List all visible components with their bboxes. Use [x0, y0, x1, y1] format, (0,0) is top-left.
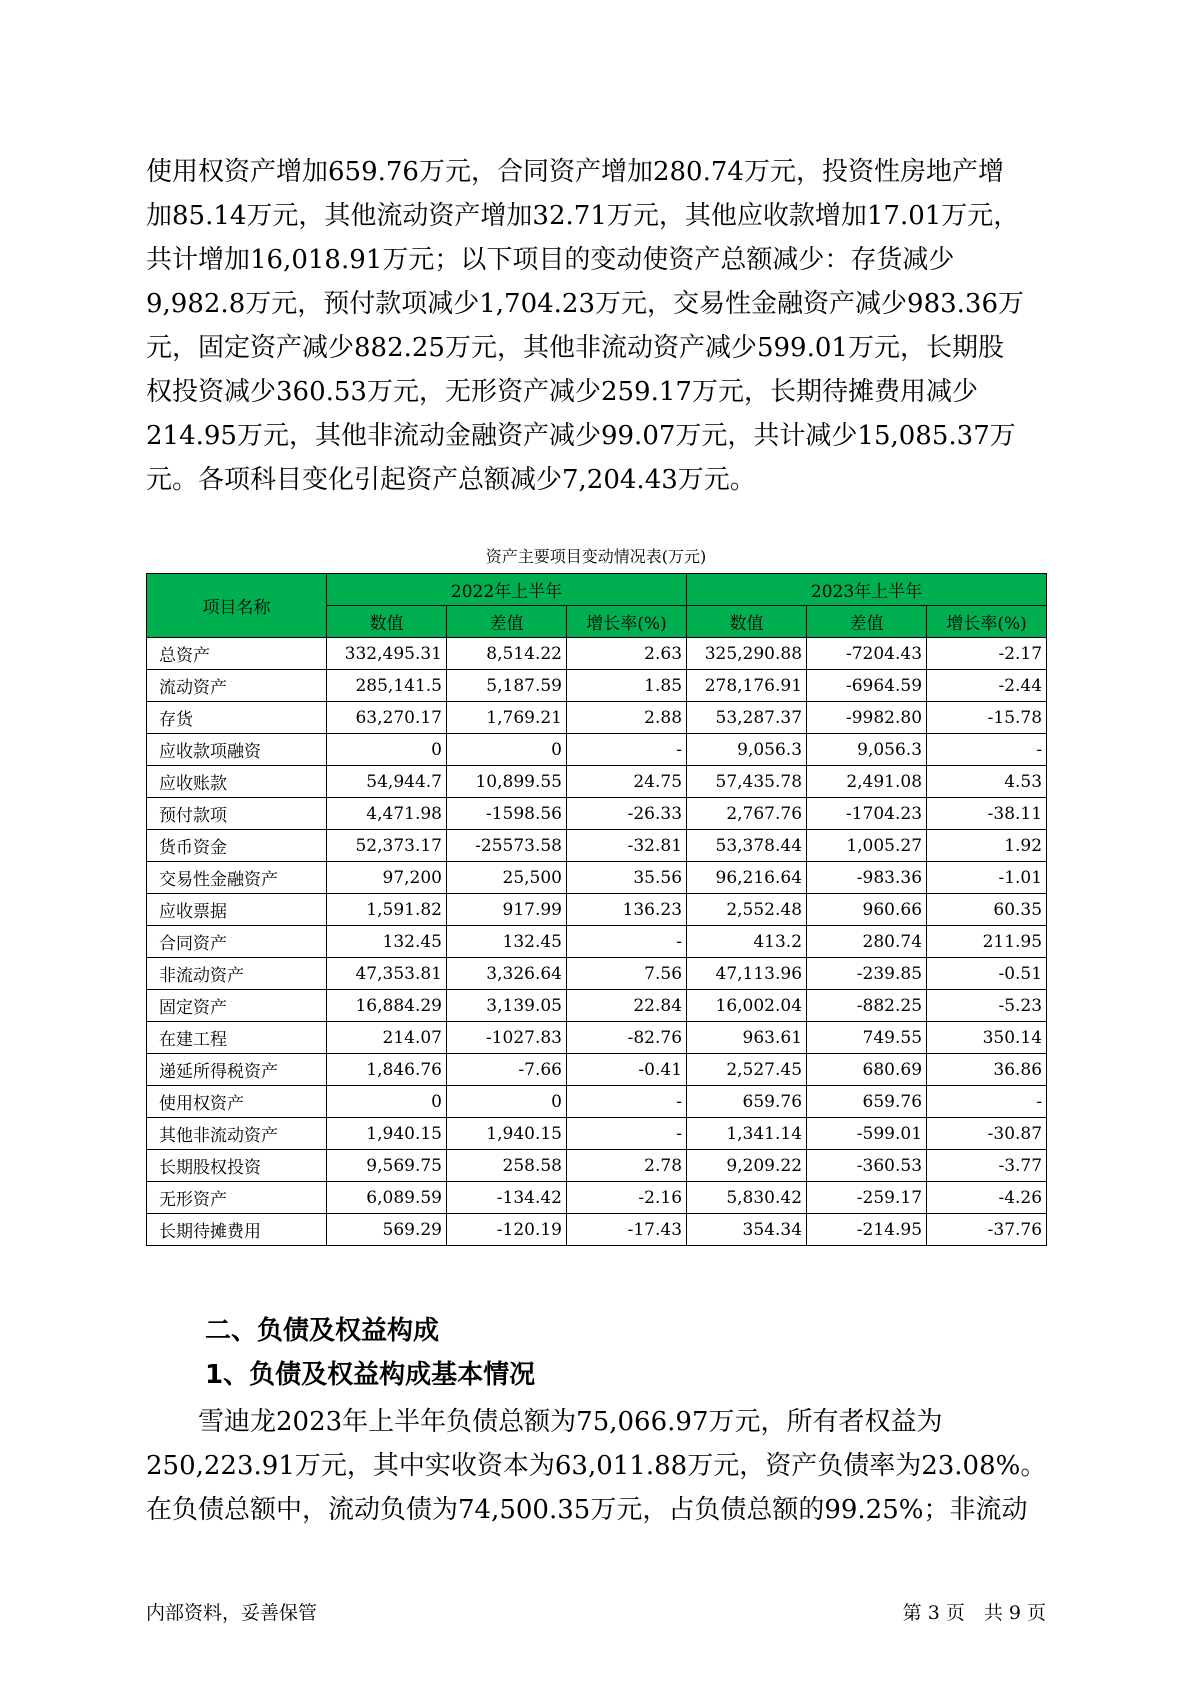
table-cell: -3.77 — [927, 1150, 1047, 1182]
table-cell: 5,830.42 — [687, 1182, 807, 1214]
table-cell: 0 — [327, 1086, 447, 1118]
table-cell: 53,378.44 — [687, 830, 807, 862]
table-cell: 16,002.04 — [687, 990, 807, 1022]
table-cell: 1,846.76 — [327, 1054, 447, 1086]
table-row — [147, 734, 1047, 766]
paragraph-line: 250,223.91万元，其中实收资本为63,011.88万元，资产负债率为23.08%。 — [146, 1451, 1047, 1481]
row-item-name: 总资产 — [147, 638, 327, 670]
table-row — [147, 1022, 1047, 1054]
table-cell: -0.51 — [927, 958, 1047, 990]
table-cell: 52,373.17 — [327, 830, 447, 862]
table-row — [147, 670, 1047, 702]
table-cell: -30.87 — [927, 1118, 1047, 1150]
table-cell: 960.66 — [807, 894, 927, 926]
table-cell: 60.35 — [927, 894, 1047, 926]
table-cell: 96,216.64 — [687, 862, 807, 894]
table-cell: -32.81 — [567, 830, 687, 862]
table-row — [147, 958, 1047, 990]
table-cell: 6,089.59 — [327, 1182, 447, 1214]
table-cell: 9,209.22 — [687, 1150, 807, 1182]
table-row — [147, 1150, 1047, 1182]
row-item-name: 预付款项 — [147, 798, 327, 830]
header-growth-rate: 增长率(%) — [927, 606, 1047, 638]
table-cell: -1027.83 — [447, 1022, 567, 1054]
paragraph-line: 雪迪龙2023年上半年负债总额为75,066.97万元，所有者权益为 — [146, 1407, 943, 1437]
table-cell: -1598.56 — [447, 798, 567, 830]
table-cell: -214.95 — [807, 1214, 927, 1246]
footer-confidential-note: 内部资料，妥善保管 — [146, 1602, 318, 1624]
table-cell: - — [567, 734, 687, 766]
paragraph-line: 元。各项科目变化引起资产总额减少7,204.43万元。 — [146, 465, 756, 495]
footer-page-number: 第 3 页 共 9 页 — [902, 1602, 1046, 1624]
paragraph-line: 元，固定资产减少882.25万元，其他非流动资产减少599.01万元，长期股 — [146, 333, 1004, 363]
row-item-name: 其他非流动资产 — [147, 1118, 327, 1150]
row-item-name: 应收款项融资 — [147, 734, 327, 766]
table-cell: -2.44 — [927, 670, 1047, 702]
table-cell: 47,353.81 — [327, 958, 447, 990]
table-cell: 0 — [327, 734, 447, 766]
table-cell: 2,767.76 — [687, 798, 807, 830]
table-cell: -360.53 — [807, 1150, 927, 1182]
table-cell: -882.25 — [807, 990, 927, 1022]
table-cell: 659.76 — [807, 1086, 927, 1118]
table-cell: -82.76 — [567, 1022, 687, 1054]
table-cell: 1,005.27 — [807, 830, 927, 862]
table-cell: 258.58 — [447, 1150, 567, 1182]
table-cell: 2.88 — [567, 702, 687, 734]
row-item-name: 使用权资产 — [147, 1086, 327, 1118]
table-cell: 9,056.3 — [687, 734, 807, 766]
row-item-name: 流动资产 — [147, 670, 327, 702]
table-cell: 2,491.08 — [807, 766, 927, 798]
header-item-name: 项目名称 — [147, 574, 327, 638]
paragraph-line: 共计增加16,018.91万元；以下项目的变动使资产总额减少：存货减少 — [146, 245, 955, 275]
table-cell: - — [927, 734, 1047, 766]
table-cell: -1704.23 — [807, 798, 927, 830]
table-cell: -26.33 — [567, 798, 687, 830]
table-cell: -6964.59 — [807, 670, 927, 702]
table-cell: 2.78 — [567, 1150, 687, 1182]
table-cell: 413.2 — [687, 926, 807, 958]
table-cell: 1,769.21 — [447, 702, 567, 734]
table-cell: 917.99 — [447, 894, 567, 926]
table-cell: 2.63 — [567, 638, 687, 670]
row-item-name: 在建工程 — [147, 1022, 327, 1054]
table-cell: 659.76 — [687, 1086, 807, 1118]
asset-change-table — [146, 573, 1047, 1246]
table-row — [147, 1086, 1047, 1118]
header-year-2023: 2023年上半年 — [687, 574, 1047, 606]
table-cell: -17.43 — [567, 1214, 687, 1246]
table-cell: 2,527.45 — [687, 1054, 807, 1086]
table-cell: 47,113.96 — [687, 958, 807, 990]
table-cell: 1,940.15 — [327, 1118, 447, 1150]
table-cell: 132.45 — [327, 926, 447, 958]
table-cell: -134.42 — [447, 1182, 567, 1214]
table-row — [147, 1054, 1047, 1086]
table-cell: 1,341.14 — [687, 1118, 807, 1150]
table-cell: -37.76 — [927, 1214, 1047, 1246]
header-growth-rate: 增长率(%) — [567, 606, 687, 638]
table-row — [147, 702, 1047, 734]
table-cell: -2.17 — [927, 638, 1047, 670]
table-cell: 280.74 — [807, 926, 927, 958]
row-item-name: 合同资产 — [147, 926, 327, 958]
table-cell: 214.07 — [327, 1022, 447, 1054]
table-cell: 285,141.5 — [327, 670, 447, 702]
table-cell: 53,287.37 — [687, 702, 807, 734]
table-cell: 3,326.64 — [447, 958, 567, 990]
section-heading: 二、负债及权益构成 — [205, 1316, 440, 1346]
paragraph-line: 权投资减少360.53万元，无形资产减少259.17万元，长期待摊费用减少 — [146, 377, 978, 407]
table-header-row — [147, 574, 1047, 606]
table-cell: 132.45 — [447, 926, 567, 958]
paragraph-line: 214.95万元，其他非流动金融资产减少99.07万元，共计减少15,085.37万 — [146, 421, 1016, 451]
table-row — [147, 798, 1047, 830]
table-cell: -0.41 — [567, 1054, 687, 1086]
row-item-name: 交易性金融资产 — [147, 862, 327, 894]
table-cell: 680.69 — [807, 1054, 927, 1086]
table-cell: - — [567, 926, 687, 958]
table-cell: -1.01 — [927, 862, 1047, 894]
table-cell: - — [567, 1118, 687, 1150]
row-item-name: 固定资产 — [147, 990, 327, 1022]
table-cell: 350.14 — [927, 1022, 1047, 1054]
table-cell: -2.16 — [567, 1182, 687, 1214]
header-value: 数值 — [327, 606, 447, 638]
table-cell: 278,176.91 — [687, 670, 807, 702]
table-cell: -5.23 — [927, 990, 1047, 1022]
table-cell: 0 — [447, 1086, 567, 1118]
table-row — [147, 926, 1047, 958]
table-body — [147, 638, 1047, 1246]
row-item-name: 非流动资产 — [147, 958, 327, 990]
table-cell: -7.66 — [447, 1054, 567, 1086]
table-cell: 10,899.55 — [447, 766, 567, 798]
table-cell: 24.75 — [567, 766, 687, 798]
table-cell: 1,940.15 — [447, 1118, 567, 1150]
row-item-name: 应收票据 — [147, 894, 327, 926]
table-cell: 332,495.31 — [327, 638, 447, 670]
table-cell: 36.86 — [927, 1054, 1047, 1086]
row-item-name: 长期待摊费用 — [147, 1214, 327, 1246]
table-cell: 63,270.17 — [327, 702, 447, 734]
header-difference: 差值 — [447, 606, 567, 638]
row-item-name: 长期股权投资 — [147, 1150, 327, 1182]
table-cell: 54,944.7 — [327, 766, 447, 798]
table-cell: 9,056.3 — [807, 734, 927, 766]
body-paragraph-assets-change — [146, 150, 1046, 502]
paragraph-line: 在负债总额中，流动负债为74,500.35万元，占负债总额的99.25%；非流动 — [146, 1495, 1028, 1525]
table-cell: 97,200 — [327, 862, 447, 894]
table-row — [147, 1182, 1047, 1214]
row-item-name: 无形资产 — [147, 1182, 327, 1214]
table-cell: 1,591.82 — [327, 894, 447, 926]
table-cell: -9982.80 — [807, 702, 927, 734]
table-cell: 57,435.78 — [687, 766, 807, 798]
table-row — [147, 1214, 1047, 1246]
table-cell: 25,500 — [447, 862, 567, 894]
table-cell: 7.56 — [567, 958, 687, 990]
table-cell: 749.55 — [807, 1022, 927, 1054]
row-item-name: 存货 — [147, 702, 327, 734]
table-row — [147, 766, 1047, 798]
table-cell: 9,569.75 — [327, 1150, 447, 1182]
table-cell: -120.19 — [447, 1214, 567, 1246]
table-cell: 136.23 — [567, 894, 687, 926]
table-cell: - — [567, 1086, 687, 1118]
table-cell: -15.78 — [927, 702, 1047, 734]
table-cell: 354.34 — [687, 1214, 807, 1246]
table-cell: 22.84 — [567, 990, 687, 1022]
table-row — [147, 638, 1047, 670]
table-cell: 963.61 — [687, 1022, 807, 1054]
table-row — [147, 1118, 1047, 1150]
header-difference: 差值 — [807, 606, 927, 638]
subsection-heading: 1、负债及权益构成基本情况 — [205, 1360, 536, 1390]
paragraph-line: 使用权资产增加659.76万元，合同资产增加280.74万元，投资性房地产增 — [146, 157, 1004, 187]
table-row — [147, 862, 1047, 894]
table-cell: - — [927, 1086, 1047, 1118]
table-cell: 569.29 — [327, 1214, 447, 1246]
paragraph-line: 9,982.8万元，预付款项减少1,704.23万元，交易性金融资产减少983.36万 — [146, 289, 1024, 319]
table-cell: -4.26 — [927, 1182, 1047, 1214]
table-cell: 1.85 — [567, 670, 687, 702]
paragraph-line: 加85.14万元，其他流动资产增加32.71万元，其他应收款增加17.01万元， — [146, 201, 1020, 231]
table-cell: 3,139.05 — [447, 990, 567, 1022]
table-cell: -599.01 — [807, 1118, 927, 1150]
table-cell: 211.95 — [927, 926, 1047, 958]
row-item-name: 递延所得税资产 — [147, 1054, 327, 1086]
table-cell: 4.53 — [927, 766, 1047, 798]
header-value: 数值 — [687, 606, 807, 638]
table-cell: -25573.58 — [447, 830, 567, 862]
table-cell: 325,290.88 — [687, 638, 807, 670]
table-cell: 2,552.48 — [687, 894, 807, 926]
row-item-name: 应收账款 — [147, 766, 327, 798]
table-cell: -259.17 — [807, 1182, 927, 1214]
row-item-name: 货币资金 — [147, 830, 327, 862]
table-cell: 0 — [447, 734, 567, 766]
table-cell: 5,187.59 — [447, 670, 567, 702]
header-year-2022: 2022年上半年 — [327, 574, 687, 606]
table-row — [147, 894, 1047, 926]
table-cell: 16,884.29 — [327, 990, 447, 1022]
body-paragraph-liabilities — [146, 1400, 1046, 1532]
table-cell: 4,471.98 — [327, 798, 447, 830]
table-cell: 35.56 — [567, 862, 687, 894]
table-row — [147, 830, 1047, 862]
table-cell: 1.92 — [927, 830, 1047, 862]
table-cell: 8,514.22 — [447, 638, 567, 670]
table-cell: -7204.43 — [807, 638, 927, 670]
table-cell: -38.11 — [927, 798, 1047, 830]
table-row — [147, 990, 1047, 1022]
table-caption: 资产主要项目变动情况表(万元) — [485, 547, 707, 566]
table-cell: -983.36 — [807, 862, 927, 894]
table-cell: -239.85 — [807, 958, 927, 990]
